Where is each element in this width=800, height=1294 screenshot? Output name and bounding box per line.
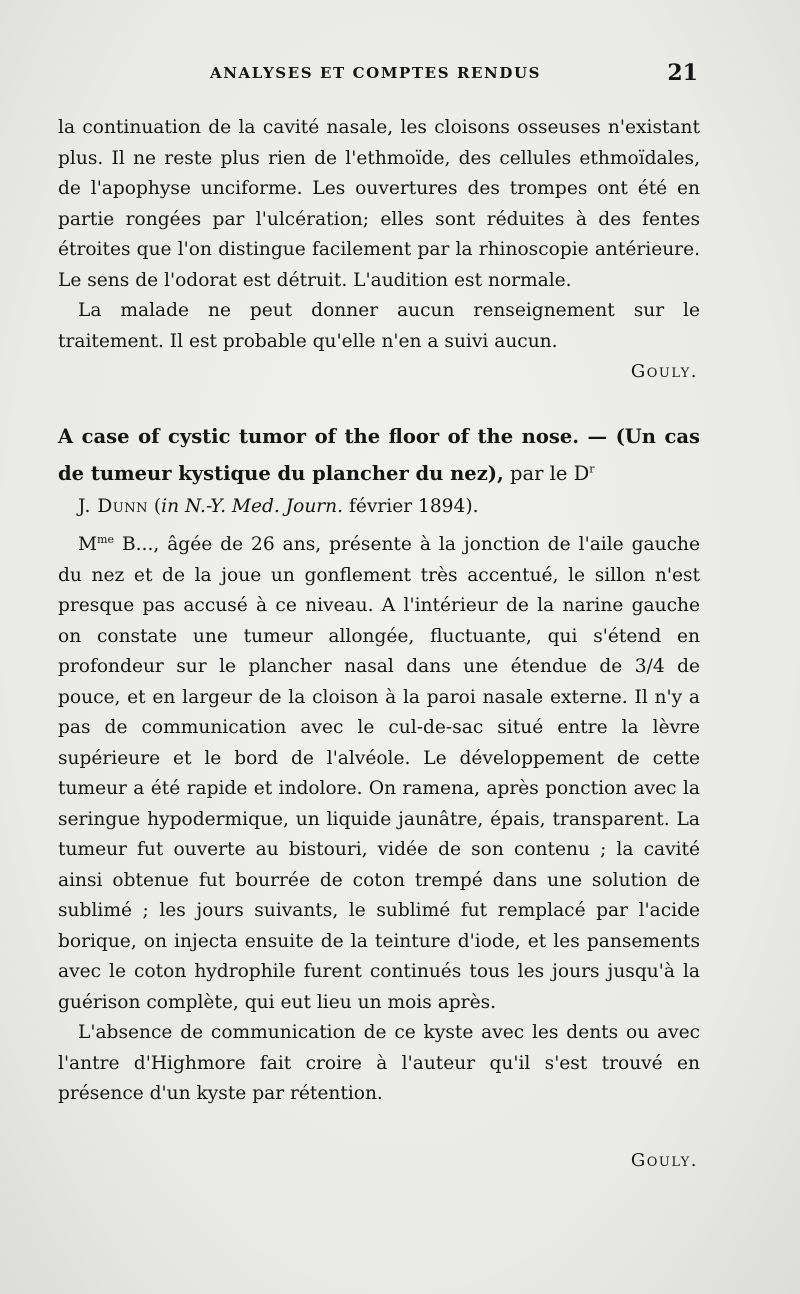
paragraph-conclusion: L'absence de communication de ce kyste avec les dents ou avec l'antre d'Highmore fait croire à l'auteur qu'il s'est trouvé en présence d'un kyste par rétention.: [58, 1022, 700, 1104]
paragraph-continuation: la continuation de la cavité nasale, les cloisons osseuses n'existant plus. Il ne reste plus rien de l'ethmoïde, des cellules ethmoïdales, de l'apophyse unciforme. Les ouvertures des trompes ont été en partie rongées par l'ulcération; elles sont réduites à des fentes étroites que l'on distingue facilement par la rhinoscopie antérieure. Le sens de l'odorat est détruit. L'audition est normale.: [58, 117, 700, 291]
signature-gouly-1: Gouly.: [630, 361, 698, 382]
body-text: [58, 113, 700, 1176]
source-date: février 1894).: [343, 495, 479, 517]
running-title: ANALYSES ET COMPTES RENDUS: [210, 64, 542, 82]
article-title: A case of cystic tumor of the floor of the nose. — (Un cas de tumeur kystique du plancher du nez),: [58, 424, 700, 485]
paragraph-case: $M^{me}$ B..., âgée de 26 ans, présente à la jonction de l'aile gauche du nez et de la joue un gonflement très accentué, le sillon n'est presque pas accusé à ce niveau. A l'intérieur de la narine gauche on constate une tumeur allongée, fluctuante, qui s'étend en profondeur sur le plancher nasal dans une étendue de 3/4 de pouce, et en largeur de la cloison à la paroi nasale externe. Il n'y a pas de communication avec le cul-de-sac situé entre la lèvre supérieure et le bord de l'alvéole. Le développement de cette tumeur a été rapide et indolore. On ramena, après ponction avec la seringue hypodermique, un liquide jaunâtre, épais, transparent. La tumeur fut ouverte au bistouri, vidée de son contenu ; la cavité ainsi obtenue fut bourrée de coton trempé dans une solution de sublimé ; les jours suivants, le sublimé fut remplacé par l'acide borique, on injecta ensuite de la teinture d'iode, et les pansements avec le coton hydrophile furent continués tous les jours jusqu'à la guérison complète, qui eut lieu un mois après.: [58, 532, 700, 1013]
article-by: par le $D^r$: [503, 461, 595, 485]
page-number: 21: [667, 60, 698, 86]
signature-gouly-2: Gouly.: [630, 1149, 698, 1171]
article-heading: [58, 418, 700, 492]
source-journal: in N.-Y. Med. Journ.: [161, 495, 344, 517]
page-header: [58, 60, 698, 90]
article-author-line: J. Dunn (in N.-Y. Med. Journ. février 1894).: [78, 495, 479, 517]
paragraph-treatment: La malade ne peut donner aucun renseignement sur le traitement. Il est probable qu'elle n'en a suivi aucun.: [58, 300, 700, 352]
author-name: J. Dunn: [78, 495, 148, 517]
